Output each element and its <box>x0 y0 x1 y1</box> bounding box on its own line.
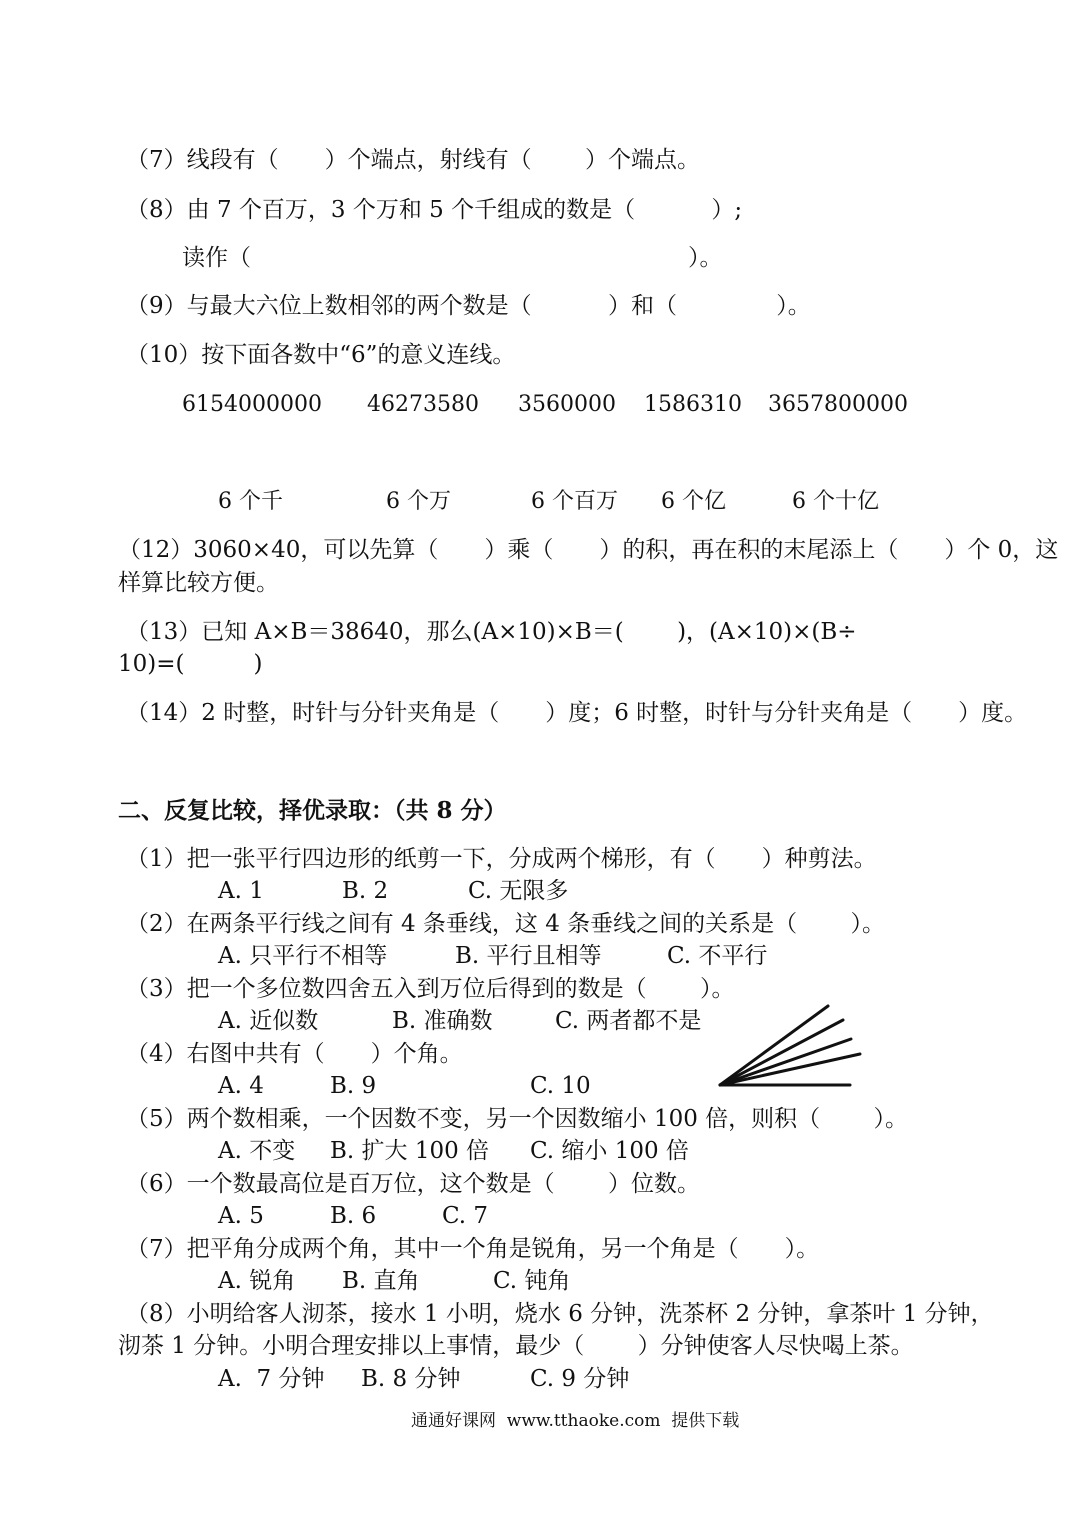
p2-q3-option-a: A. 近似数 <box>218 1008 319 1034</box>
p2-question-5: （5）两个数相乘，一个因数不变，另一个因数缩小 100 倍，则积（ ）。 <box>126 1106 908 1132</box>
p2-q4-option-c: C. 10 <box>530 1073 591 1099</box>
p2-q4-option-a: A. 4 <box>218 1073 264 1099</box>
p2-q1-option-a: A. 1 <box>218 878 264 904</box>
p2-question-2: （2）在两条平行线之间有 4 条垂线，这 4 条垂线之间的关系是（ ）。 <box>126 911 885 937</box>
p2-question-8-line-1: （8）小明给客人沏茶，接水 1 小明，烧水 6 分钟，洗茶杯 2 分钟，拿茶叶 1 分钟， <box>126 1301 994 1327</box>
page-footer: 通通好课网 www.tthaoke.com 提供下载 <box>411 1411 740 1431</box>
p2-q8-option-c: C. 9 分钟 <box>530 1366 630 1392</box>
p2-q8-option-a: A. 7 分钟 <box>218 1366 325 1392</box>
question-12-line-1: （12）3060×40，可以先算（ ）乘（ ）的积，再在积的末尾添上（ ）个 0，这 <box>118 537 1059 563</box>
q10-number-2: 46273580 <box>367 392 479 417</box>
p2-q3-option-b: B. 准确数 <box>392 1008 493 1034</box>
p2-q8-option-b: B. 8 分钟 <box>361 1366 461 1392</box>
p2-q5-option-a: A. 不变 <box>218 1138 296 1164</box>
question-13-line-2: 10)=( ) <box>118 651 263 677</box>
p2-question-8-line-2: 沏茶 1 分钟。小明合理安排以上事情，最少（ ）分钟使客人尽快喝上茶。 <box>118 1333 914 1359</box>
p2-q6-option-b: B. 6 <box>330 1203 377 1229</box>
p2-q5-option-c: C. 缩小 100 倍 <box>530 1138 689 1164</box>
p2-question-6: （6）一个数最高位是百万位，这个数是（ ）位数。 <box>126 1171 700 1197</box>
angle-rays-figure <box>715 1000 865 1092</box>
p2-q1-option-c: C. 无限多 <box>468 878 569 904</box>
p2-q4-option-b: B. 9 <box>330 1073 377 1099</box>
p2-q3-option-c: C. 两者都不是 <box>555 1008 702 1034</box>
question-13-line-1: （13）已知 A×B＝38640，那么(A×10)×B＝( )，(A×10)×(B÷ <box>126 619 857 645</box>
question-10: （10）按下面各数中“6”的意义连线。 <box>126 342 516 368</box>
q10-number-5: 3657800000 <box>768 392 908 417</box>
q10-meaning-5: 6 个十亿 <box>792 489 879 514</box>
question-8-read: 读作（ ）。 <box>182 245 723 271</box>
question-12-line-2: 样算比较方便。 <box>118 570 279 596</box>
p2-question-7: （7）把平角分成两个角，其中一个角是锐角，另一个角是（ ）。 <box>126 1236 820 1262</box>
p2-q2-option-b: B. 平行且相等 <box>455 943 602 969</box>
q10-number-3: 3560000 <box>518 392 616 417</box>
p2-q7-option-c: C. 钝角 <box>493 1268 571 1294</box>
p2-q2-option-c: C. 不平行 <box>667 943 768 969</box>
p2-question-1: （1）把一张平行四边形的纸剪一下，分成两个梯形，有（ ）种剪法。 <box>126 846 877 872</box>
q10-meaning-3: 6 个百万 <box>531 489 618 514</box>
q10-number-1: 6154000000 <box>182 392 322 417</box>
p2-q5-option-b: B. 扩大 100 倍 <box>330 1138 490 1164</box>
section-2-heading: 二、反复比较，择优录取：（共 8 分） <box>118 797 507 824</box>
p2-q7-option-a: A. 锐角 <box>218 1268 296 1294</box>
question-9: （9）与最大六位上数相邻的两个数是（ ）和（ ）。 <box>126 293 811 319</box>
q10-meaning-2: 6 个万 <box>386 489 451 514</box>
p2-q6-option-a: A. 5 <box>218 1203 264 1229</box>
q10-meaning-1: 6 个千 <box>218 489 283 514</box>
q10-number-4: 1586310 <box>644 392 742 417</box>
p2-question-3: （3）把一个多位数四舍五入到万位后得到的数是（ ）。 <box>126 976 735 1002</box>
question-14: （14）2 时整，时针与分针夹角是（ ）度；6 时整，时针与分针夹角是（ ）度。 <box>126 700 1028 726</box>
p2-q2-option-a: A. 只平行不相等 <box>218 943 388 969</box>
p2-q6-option-c: C. 7 <box>442 1203 489 1229</box>
p2-q1-option-b: B. 2 <box>342 878 389 904</box>
q10-meaning-4: 6 个亿 <box>661 489 726 514</box>
question-7: （7）线段有（ ）个端点，射线有（ ）个端点。 <box>126 147 700 173</box>
question-8: （8）由 7 个百万，3 个万和 5 个千组成的数是（ ）; <box>126 197 743 223</box>
p2-question-4: （4）右图中共有（ ）个角。 <box>126 1041 463 1067</box>
p2-q7-option-b: B. 直角 <box>342 1268 420 1294</box>
